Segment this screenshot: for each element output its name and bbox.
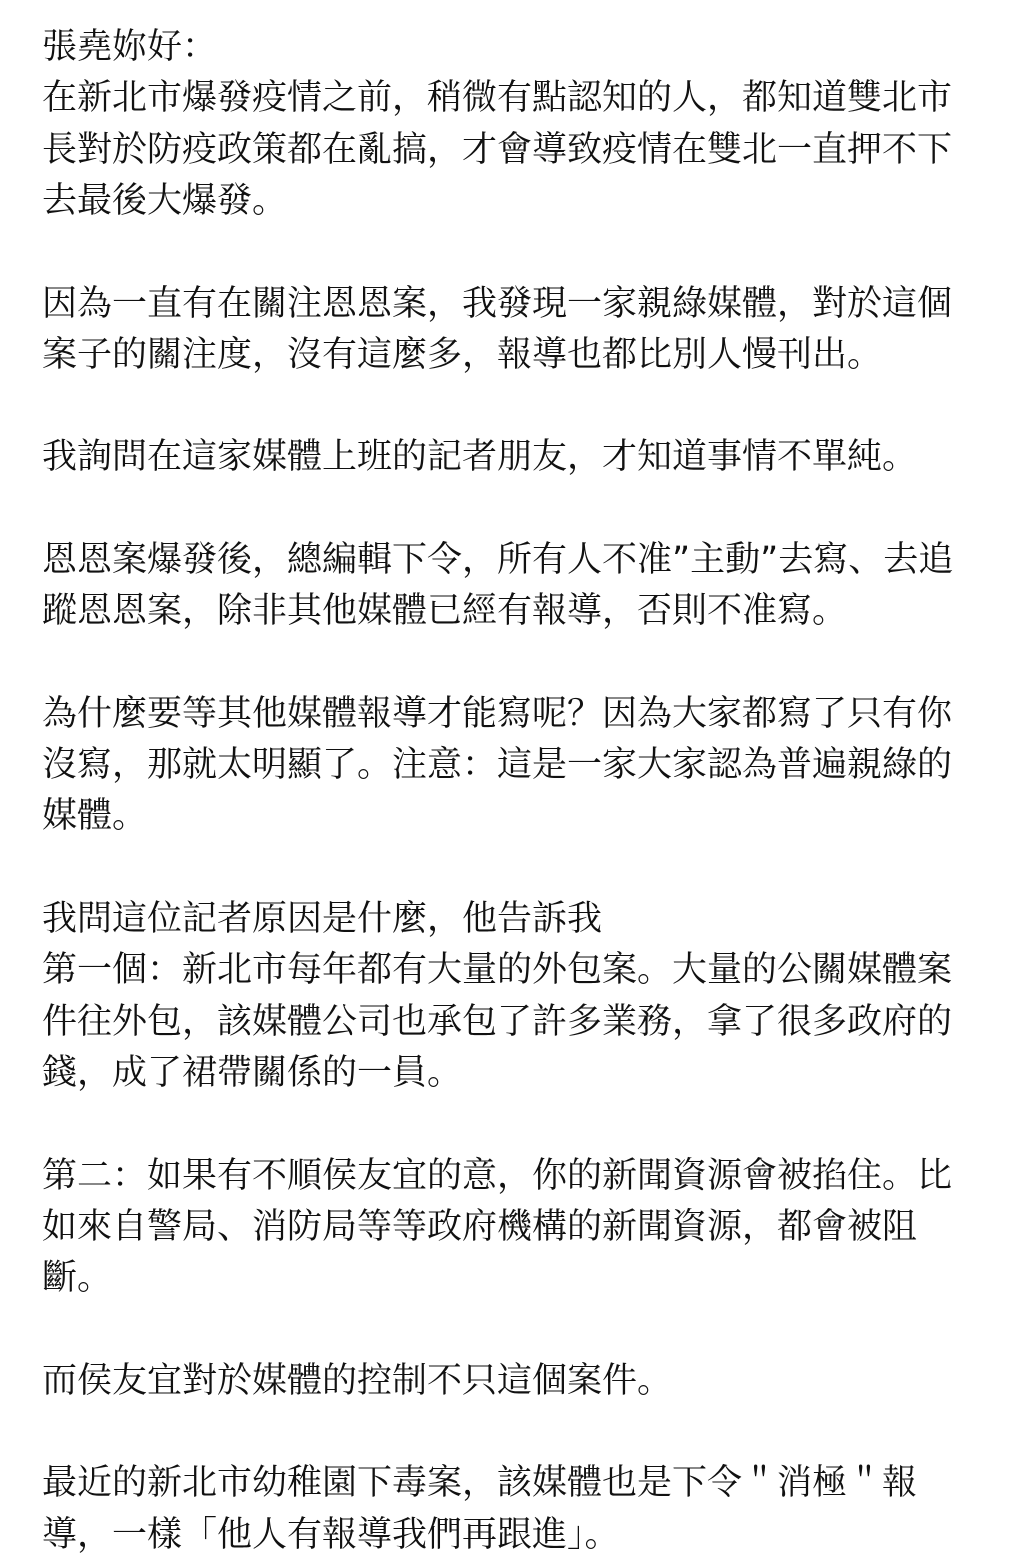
paragraph-gap [42,1100,985,1151]
text-line: 第一個：新北市每年都有大量的外包案。大量的公關媒體案 [42,950,953,991]
paragraph-9 [42,1458,985,1561]
text-line: 而侯友宜對於媒體的控制不只這個案件。 [42,1360,673,1401]
text-line: 在新北市爆發疫情之前，稍微有點認知的人，都知道雙北市 [42,78,953,119]
text-line: 蹤恩恩案，除非其他媒體已經有報導，否則不准寫。 [42,591,848,632]
text-line: 第二：如果有不順侯友宜的意，你的新聞資源會被掐住。比 [42,1155,953,1196]
paragraph-4 [42,535,985,638]
text-line: 沒寫，那就太明顯了。注意：這是一家大家認為普遍親綠的 [42,745,953,786]
paragraph-gap [42,228,985,279]
paragraph-7 [42,1151,985,1305]
text-line: 恩恩案爆發後，總編輯下令，所有人不准”主動”去寫、去追 [42,539,954,580]
text-line: 為什麼要等其他媒體報導才能寫呢？因為大家都寫了只有你 [42,693,953,734]
paragraph-3 [42,432,985,483]
paragraph-gap [42,638,985,689]
paragraph-gap [42,1305,985,1356]
text-line: 我問這位記者原因是什麼，他告訴我 [42,898,603,939]
text-line: 媒體。 [42,796,148,837]
text-line: 我詢問在這家媒體上班的記者朋友，才知道事情不單純。 [42,437,918,478]
paragraph-gap [42,843,985,894]
paragraph-5 [42,689,985,843]
paragraph-gap [42,381,985,432]
text-line: 導，一樣「他人有報導我們再跟進」。 [42,1514,620,1555]
paragraph-gap [42,1407,985,1458]
text-line: 件往外包，該媒體公司也承包了許多業務，拿了很多政府的 [42,1001,953,1042]
paragraph-6 [42,894,985,1100]
text-line: 如來自警局、消防局等等政府機構的新聞資源，都會被阻 [42,1206,918,1247]
text-line: 最近的新北市幼稚園下毒案，該媒體也是下令＂消極＂報 [42,1463,918,1504]
text-line: 因為一直有在關注恩恩案，我發現一家親綠媒體，對於這個 [42,283,953,324]
paragraph-8 [42,1356,985,1407]
greeting-line: 張堯妳好： [42,27,218,67]
text-line: 斷。 [42,1258,113,1299]
text-line: 案子的關注度，沒有這麼多，報導也都比別人慢刊出。 [42,335,883,376]
text-line: 錢，成了裙帶關係的一員。 [42,1053,463,1094]
text-line: 長對於防疫政策都在亂搞，才會導致疫情在雙北一直押不下 [42,129,953,170]
paragraph-1 [42,22,985,228]
paragraph-gap [42,484,985,535]
paragraph-2 [42,279,985,382]
text-line: 去最後大爆發。 [42,181,288,222]
